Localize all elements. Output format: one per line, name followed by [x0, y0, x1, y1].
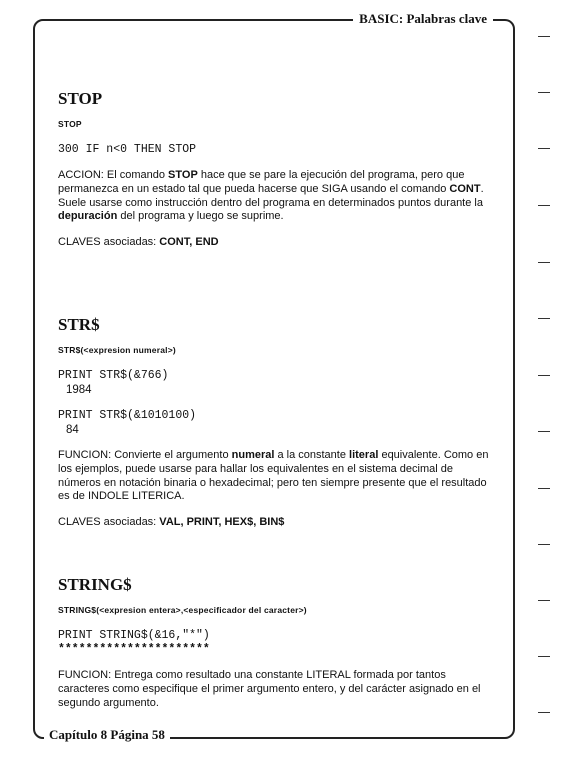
description: ACCION: El comando STOP hace que se pare la ejecución del programa, pero que permanezca en un estado tal que pueda hacerse que SIGA usando el comando CONT. Suele usarse como instrucción dentro del programa en determinados puntos durante la depuración del programa y luego se suprime. [58, 169, 484, 223]
section-heading: STRING$ [58, 575, 132, 594]
code-example: PRINT STR$(&766) [58, 369, 169, 382]
related-keywords: CLAVES asociadas: VAL, PRINT, HEX$, BIN$ [58, 516, 285, 529]
margin-mark [538, 148, 550, 149]
section-strings [58, 575, 498, 710]
section-strs [58, 315, 498, 530]
margin-mark [538, 36, 550, 37]
description: FUNCION: Convierte el argumento numeral a la constante literal equivalente. Como en los ejemplos, puede usarse para hallar los equivalentes en el sistema decimal de números en notación binaria o hexadecimal; pero ten siempre presente que el resultado es de INDOLE LITERICA. [58, 449, 489, 503]
margin-mark [538, 712, 550, 713]
margin-mark [538, 656, 550, 657]
margin-mark [538, 375, 550, 376]
margin-mark [538, 431, 550, 432]
syntax-line: STRING$(<expresion entera>,<especificador del caracter>) [58, 605, 307, 615]
code-output: 84 [66, 424, 79, 436]
syntax-line: STR$(<expresion numeral>) [58, 345, 176, 355]
related-keywords: CLAVES asociadas: CONT, END [58, 236, 219, 249]
section-stop [58, 89, 498, 250]
code-example: PRINT STRING$(&16,"*") [58, 629, 210, 642]
syntax-line: STOP [58, 119, 82, 129]
section-heading: STOP [58, 89, 103, 108]
running-footer: Capítulo 8 Página 58 [44, 727, 170, 743]
code-output: ********************** [58, 643, 210, 656]
margin-mark [538, 262, 550, 263]
section-heading: STR$ [58, 315, 100, 334]
margin-mark [538, 544, 550, 545]
margin-mark [538, 600, 550, 601]
running-header: BASIC: Palabras clave [353, 11, 493, 27]
code-example: 300 IF n<0 THEN STOP [58, 143, 197, 156]
margin-mark [538, 92, 550, 93]
margin-mark [538, 318, 550, 319]
description: FUNCION: Entrega como resultado una constante LITERAL formada por tantos caracteres como especifique el primer argumento entero, y del carácter asignado en el segundo argumento. [58, 669, 481, 709]
code-example: PRINT STR$(&1010100) [58, 409, 197, 422]
code-output: 1984 [66, 384, 92, 396]
margin-mark [538, 488, 550, 489]
margin-mark [538, 205, 550, 206]
